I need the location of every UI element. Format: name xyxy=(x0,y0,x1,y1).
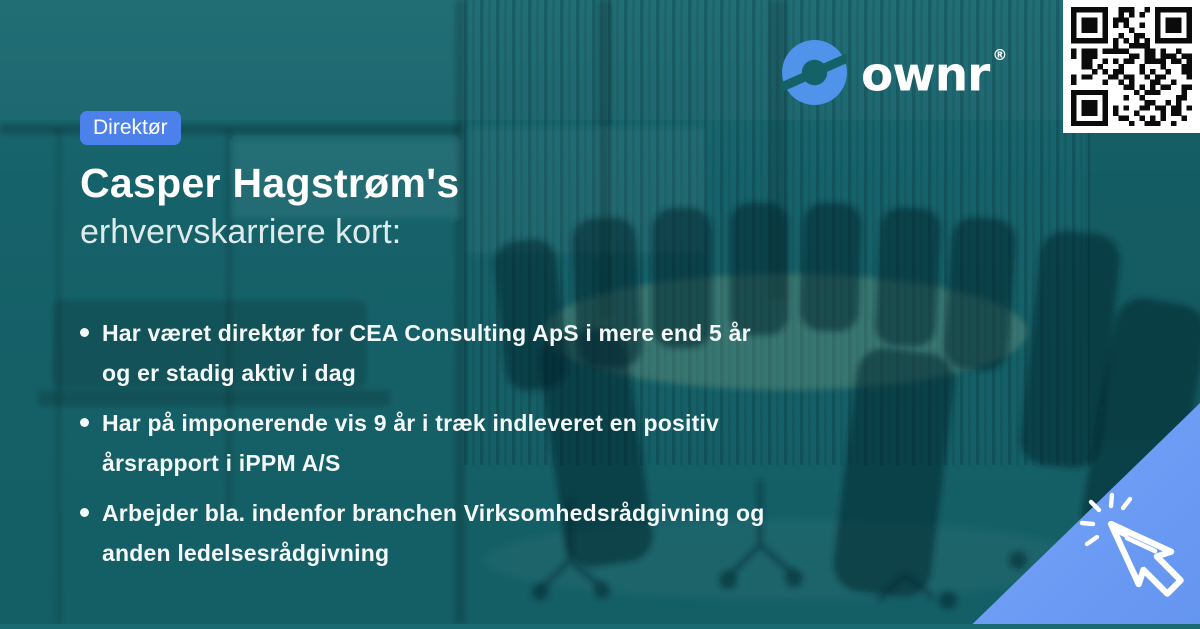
bullet-dot-icon xyxy=(80,328,89,337)
bullet-dot-icon xyxy=(80,418,89,427)
person-name-title: Casper Hagstrøm's xyxy=(80,160,460,206)
cursor-click-icon xyxy=(1075,482,1200,624)
ownr-logo xyxy=(782,37,1008,108)
list-item-text: Har på imponerende vis 9 år i træk indleveret en positiv årsrapport i iPPM A/S xyxy=(102,410,720,476)
list-item xyxy=(80,313,765,393)
bullet-dot-icon xyxy=(80,508,89,517)
list-item-text: Har været direktør for CEA Consulting ApS i mere end 5 år og er stadig aktiv i dag xyxy=(102,320,751,386)
logo-wordmark xyxy=(861,37,1008,108)
ownr-circle-slash-icon xyxy=(782,40,847,105)
job-title-badge: Direktør xyxy=(80,111,181,145)
career-facts-list xyxy=(80,313,765,583)
list-item xyxy=(80,493,765,573)
qr-code xyxy=(1063,0,1200,133)
registered-trademark: ® xyxy=(992,46,1008,64)
click-spark-lines xyxy=(1082,495,1130,544)
list-item xyxy=(80,403,765,483)
card-subtitle: erhvervskarriere kort: xyxy=(80,213,402,251)
list-item-text: Arbejder bla. indenfor branchen Virksomhedsrådgivning og anden ledelsesrådgivning xyxy=(102,500,765,566)
qr-code-grid xyxy=(1071,7,1192,126)
logo-text: ownr xyxy=(861,47,990,103)
